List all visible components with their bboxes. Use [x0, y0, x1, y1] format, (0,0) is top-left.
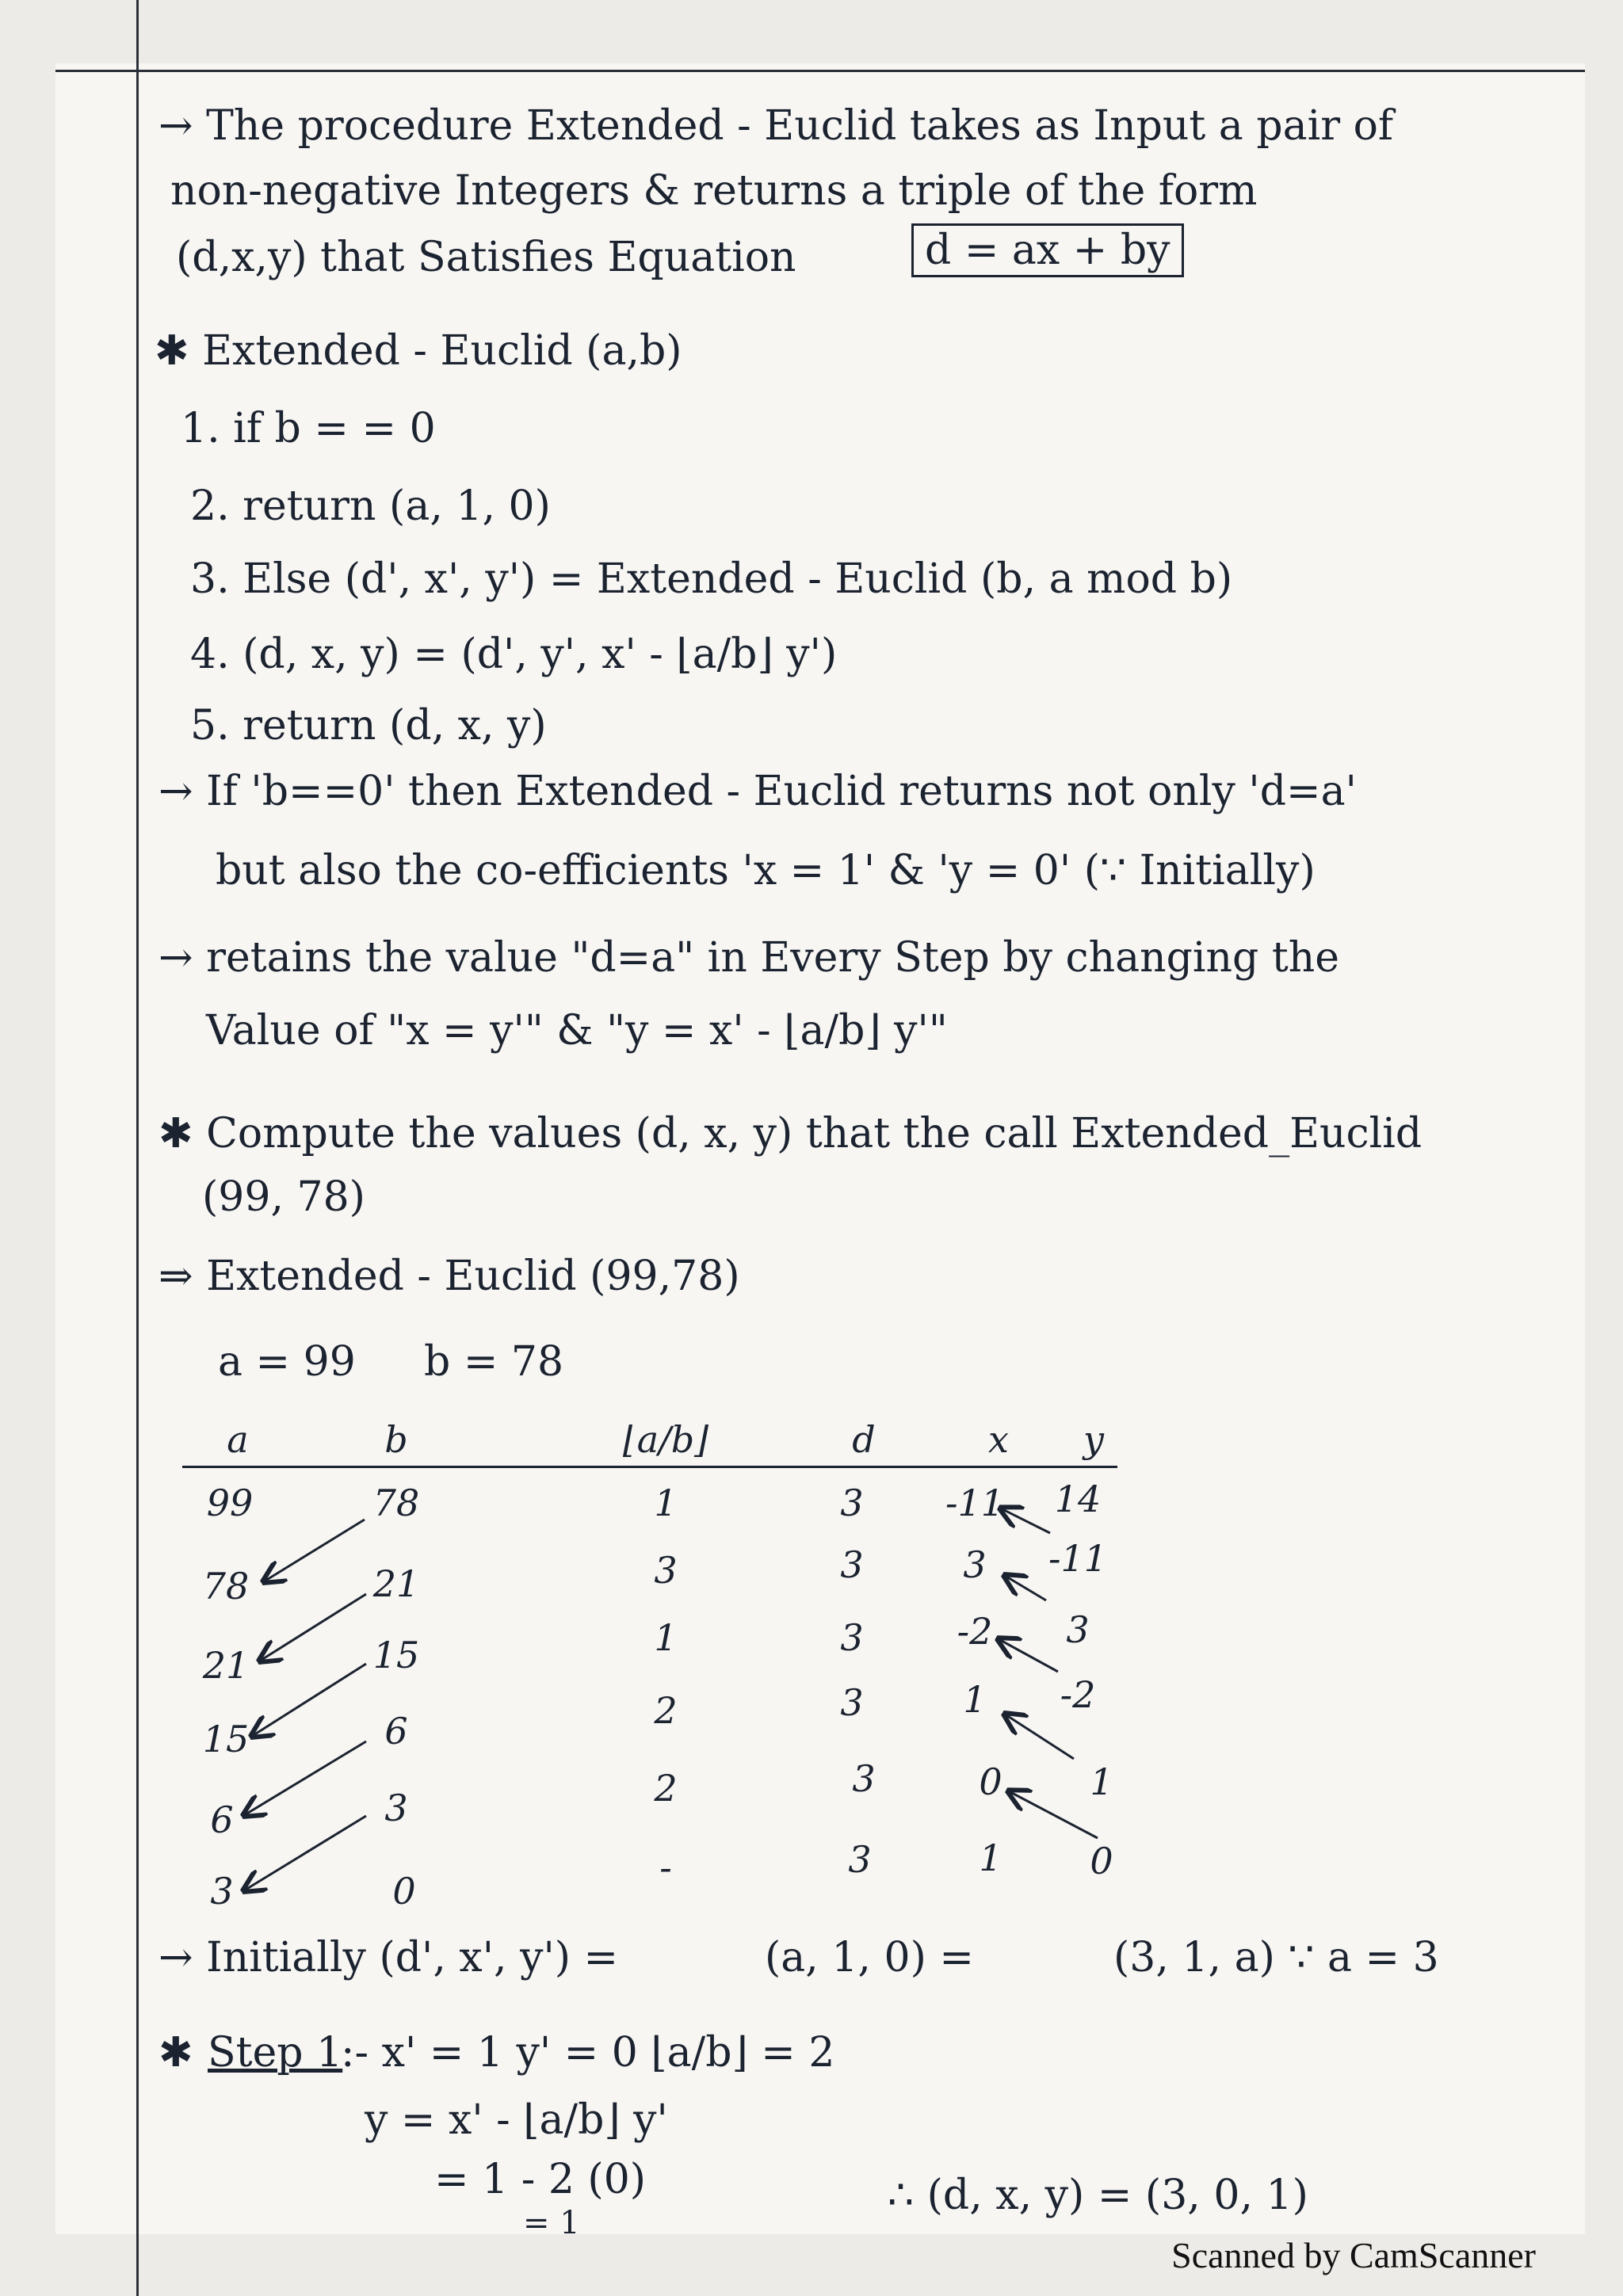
table-cell-y: 3: [1066, 1608, 1090, 1651]
table-cell-d: 3: [840, 1681, 864, 1724]
table-cell-floor: -: [659, 1846, 672, 1889]
initially-lhs: → Initially (d', x', y') =: [158, 1934, 619, 1981]
scanner-watermark: Scanned by CamScanner: [1171, 2235, 1536, 2275]
arrow-b-to-a: [254, 1664, 366, 1735]
step1-formula: y = x' - ⌊a/b⌋ y': [365, 2096, 668, 2144]
table-cell-floor: 1: [654, 1482, 678, 1524]
arrow-b-to-a: [246, 1741, 366, 1814]
table-cell-y: -2: [1060, 1673, 1096, 1716]
initially-mid: (a, 1, 0) =: [765, 1934, 974, 1981]
table-header-y: y: [1083, 1418, 1104, 1461]
arrow-y-to-x: [1002, 1509, 1050, 1533]
table-cell-y: -11: [1048, 1537, 1108, 1580]
table-cell-floor: 2: [654, 1689, 678, 1732]
table-cell-floor: 2: [654, 1767, 678, 1810]
table-cell-x: 1: [963, 1678, 987, 1721]
table-cell-b: 21: [372, 1562, 420, 1605]
table-header-d: d: [852, 1418, 876, 1461]
table-cell-floor: 1: [654, 1616, 678, 1659]
table-header-b: b: [384, 1418, 408, 1461]
algo-step-5: 5. return (d, x, y): [190, 702, 547, 749]
table-cell-x: 3: [963, 1543, 987, 1586]
solution-b-value: b = 78: [424, 1338, 564, 1386]
arrow-y-to-x: [1000, 1640, 1058, 1672]
arrow-b-to-a: [265, 1520, 365, 1581]
note-1-line-2: but also the co-efficients 'x = 1' & 'y = 0' (∵ Initially): [216, 847, 1316, 894]
table-cell-a: 99: [206, 1482, 254, 1524]
initially-rhs: (3, 1, a) ∵ a = 3: [1113, 1934, 1439, 1981]
step1-label: Step 1: [208, 2029, 343, 2077]
solution-call: ⇒ Extended - Euclid (99,78): [158, 1253, 740, 1300]
table-cell-d: 3: [848, 1838, 872, 1881]
note-2-line-1: → retains the value "d=a" in Every Step by changing the: [158, 934, 1339, 982]
table-cell-d: 3: [852, 1757, 876, 1800]
note-2-line-2: Value of "x = y'" & "y = x' - ⌊a/b⌋ y'": [206, 1007, 948, 1055]
table-cell-d: 3: [840, 1543, 864, 1586]
step1-substitution: = 1 - 2 (0): [434, 2156, 647, 2203]
note-1-line-1: → If 'b==0' then Extended - Euclid returns not only 'd=a': [158, 768, 1357, 815]
table-cell-a: 21: [202, 1644, 250, 1687]
table-cell-x: -2: [957, 1610, 993, 1653]
table-header-floor: ⌊a/b⌋: [622, 1418, 709, 1461]
intro-line-3: (d,x,y) that Satisfies Equation: [176, 234, 796, 281]
table-cell-a: 78: [202, 1565, 250, 1608]
table-cell-x: 1: [979, 1836, 1002, 1879]
table-cell-a: 15: [202, 1718, 250, 1760]
solution-a-value: a = 99: [218, 1338, 356, 1386]
table-cell-b: 6: [384, 1710, 408, 1753]
table-cell-b: 3: [384, 1787, 408, 1829]
table-cell-d: 3: [840, 1482, 864, 1524]
intro-line-1: → The procedure Extended - Euclid takes as Input a pair of: [158, 102, 1394, 150]
algo-step-4: 4. (d, x, y) = (d', y', x' - ⌊a/b⌋ y'): [190, 631, 838, 678]
table-header-a: a: [227, 1418, 249, 1461]
algo-step-3: 3. Else (d', x', y') = Extended - Euclid (b, a mod b): [190, 555, 1233, 603]
table-cell-a: 3: [210, 1870, 234, 1913]
arrow-b-to-a: [246, 1816, 366, 1890]
table-cell-x: 0: [979, 1760, 1002, 1803]
algo-step-1: 1. if b = = 0: [181, 405, 436, 452]
table-cell-floor: 3: [654, 1549, 678, 1592]
step1-result: ∴ (d, x, y) = (3, 0, 1): [888, 2172, 1308, 2219]
step1-bullet: ✱: [158, 2029, 193, 2077]
step1-values: :- x' = 1 y' = 0 ⌊a/b⌋ = 2: [341, 2029, 835, 2077]
table-cell-y: 14: [1054, 1478, 1102, 1520]
table-cell-y: 1: [1090, 1760, 1113, 1803]
arrow-y-to-x: [1010, 1792, 1098, 1838]
intro-line-2: non-negative Integers & returns a triple of the form: [170, 167, 1258, 215]
table-header-x: x: [988, 1418, 1009, 1461]
arrow-b-to-a: [262, 1594, 366, 1660]
algo-step-2: 2. return (a, 1, 0): [190, 482, 551, 530]
table-cell-b: 78: [372, 1482, 420, 1524]
table-cell-b: 15: [372, 1634, 420, 1676]
question-line-1: ✱ Compute the values (d, x, y) that the call Extended_Euclid: [158, 1110, 1423, 1158]
step1-result-value: = 1: [523, 2205, 580, 2241]
arrow-y-to-x: [1006, 1577, 1046, 1600]
table-cell-a: 6: [210, 1798, 234, 1841]
question-line-2: (99, 78): [202, 1173, 365, 1221]
table-cell-b: 0: [392, 1870, 416, 1913]
equation-box: d = ax + by: [911, 223, 1184, 277]
table-cell-x: -11: [945, 1482, 1005, 1524]
arrow-y-to-x: [1006, 1715, 1074, 1759]
table-cell-y: 0: [1090, 1840, 1113, 1882]
table-cell-d: 3: [840, 1616, 864, 1659]
algorithm-title: ✱ Extended - Euclid (a,b): [155, 327, 682, 375]
